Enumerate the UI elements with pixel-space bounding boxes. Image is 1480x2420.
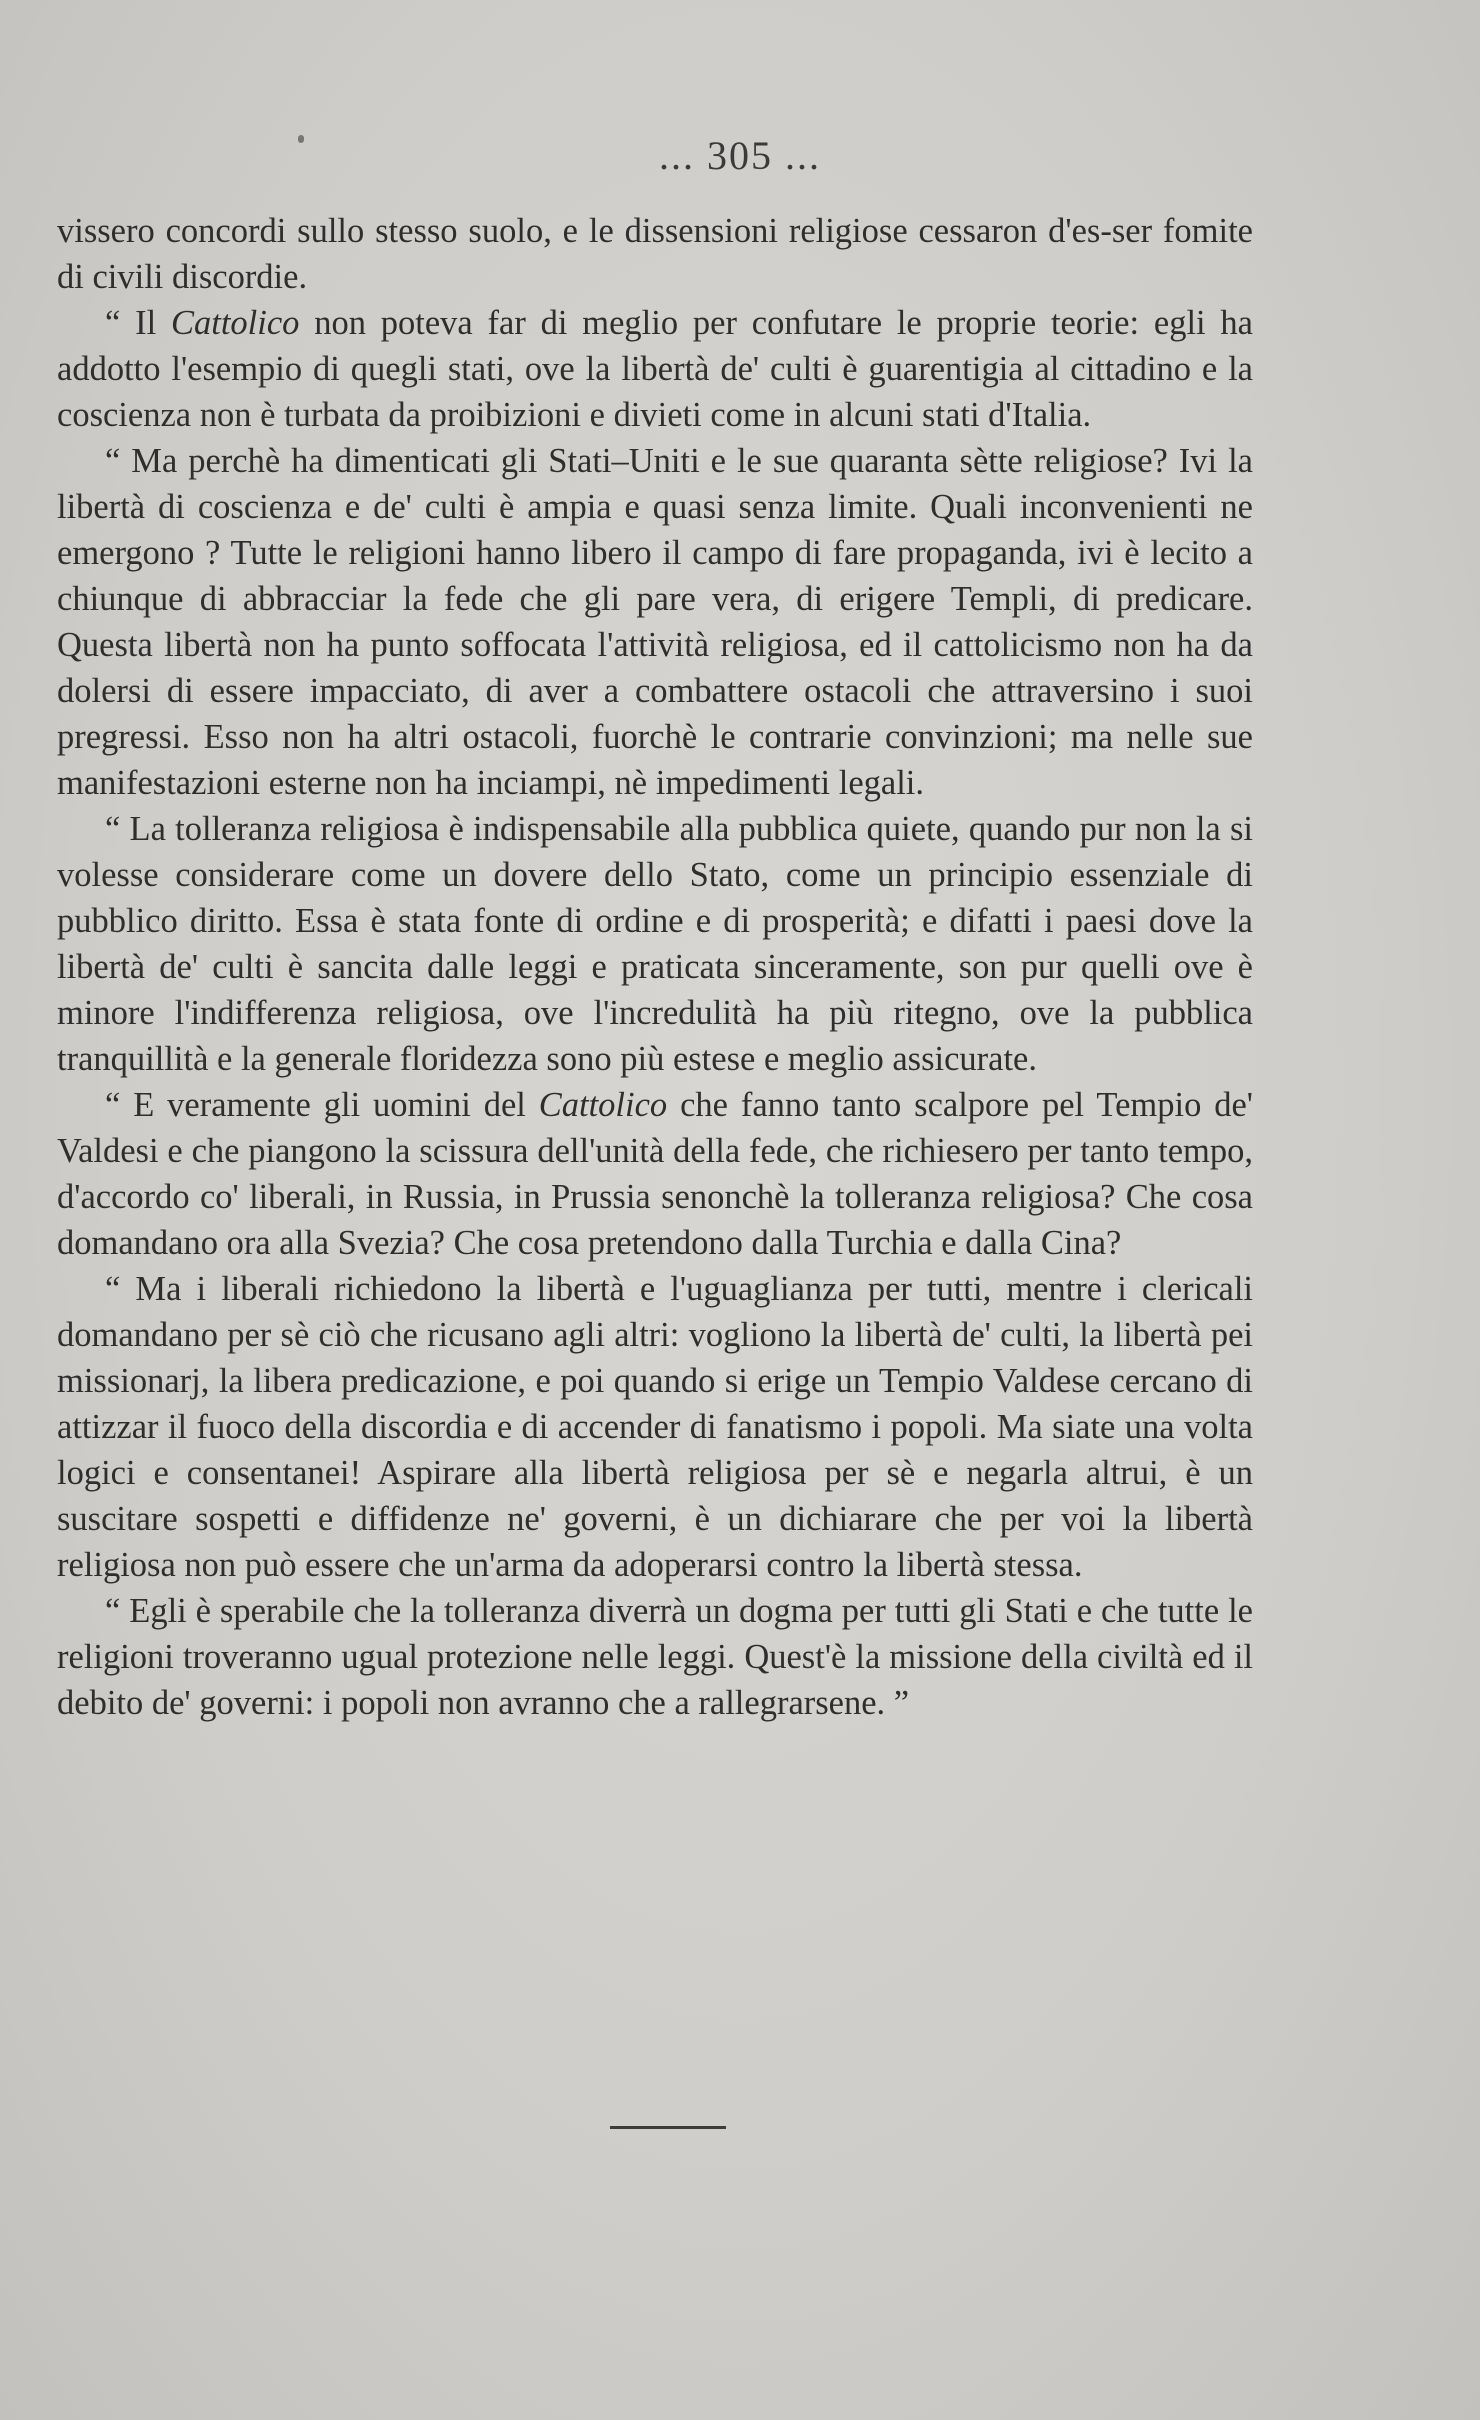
paragraph — [57, 1266, 1253, 1588]
paragraph — [57, 300, 1253, 438]
paragraph — [57, 208, 1253, 300]
paragraph — [57, 1588, 1253, 1726]
paragraph-text: “ Ma perchè ha dimenticati gli Stati–Uniti e le sue quaranta sètte religiose? Ivi la libertà di coscienza e de' culti è ampia e quasi senza limite. Quali inconvenienti ne emergono ? Tutte le religioni hanno libero il campo di fare propaganda, ivi è lecito a chiunque di abbracciar la fede che gli pare vera, di erigere Templi, di predicare. Questa libertà non ha punto soffocata l'attività religiosa, ed il cattolicismo non ha da dolersi di essere impacciato, di aver a combattere ostacoli che attraversino i suoi pregressi. Esso non ha altri ostacoli, fuorchè le contrarie convinzioni; ma nelle sue manifestazioni esterne non ha inciampi, nè impedimenti legali. — [57, 442, 1253, 802]
paragraph-text: “ La tolleranza religiosa è indispensabile alla pubblica quiete, quando pur non la si volesse considerare come un dovere dello Stato, come un principio essenziale di pubblico diritto. Essa è stata fonte di ordine e di prosperità; e difatti i paesi dove la libertà de' culti è sancita dalle leggi e praticata sinceramente, son pur quelli ove è minore l'indifferenza religiosa, ove l'incredulità ha più ritegno, ove la pubblica tranquillità e la generale floridezza sono più estese e meglio assicurate. — [57, 810, 1253, 1078]
paragraph — [57, 806, 1253, 1082]
italic-title: Cattolico — [171, 304, 300, 342]
paragraph-text: “ Ma i liberali richiedono la libertà e l'uguaglianza per tutti, mentre i clericali domandano per sè ciò che ricusano agli altri: vogliono la libertà de' culti, la libertà pei missionarj, la libera predicazione, e poi quando si erige un Tempio Valdese cercano di attizzar il fuoco della discordia e di accender di fanatismo i popoli. Ma siate una volta logici e consentanei! Aspirare alla libertà religiosa per sè e negarla altrui, è un suscitare sospetti e diffidenze ne' governi, è un dichiarare che per voi la libertà religiosa non può essere che un'arma da adoperarsi contro la libertà stessa. — [57, 1270, 1253, 1584]
page-number: ... 305 ... — [659, 133, 821, 178]
paragraph — [57, 1082, 1253, 1266]
paragraph-text: “ Egli è sperabile che la tolleranza diverrà un dogma per tutti gli Stati e che tutte le religioni troveranno ugual protezione nelle leggi. Quest'è la missione della civiltà ed il debito de' governi: i popoli non avranno che a rallegrarsene. ” — [57, 1592, 1253, 1722]
paragraph-text: “ E veramente gli uomini del — [105, 1086, 539, 1124]
paragraph-text: non poteva far di meglio per confutare le proprie teorie: egli ha addotto l'esempio di quegli stati, ove la libertà de' culti è guarentigia al cittadino e la coscienza non è turbata da proibizioni e divieti come in alcuni stati d'Italia. — [57, 304, 1253, 434]
paragraph-text: “ Il — [105, 304, 171, 342]
italic-title: Cattolico — [538, 1086, 668, 1124]
body-text — [57, 208, 1253, 1726]
paragraph-text: che fanno tanto scalpore pel Tempio de' Valdesi e che piangono la scissura dell'unità della fede, che richiesero per tanto tempo, d'accordo co' liberali, in Russia, in Prussia senonchè la tolleranza religiosa? Che cosa domandano ora alla Svezia? Che cosa pretendono dalla Turchia e dalla Cina? — [57, 1086, 1253, 1262]
paragraph — [57, 438, 1253, 806]
paragraph-text: vissero concordi sullo stesso suolo, e le dissensioni religiose cessaron d'es-ser fomite di civili discordie. — [57, 212, 1253, 296]
end-rule — [610, 2126, 726, 2129]
